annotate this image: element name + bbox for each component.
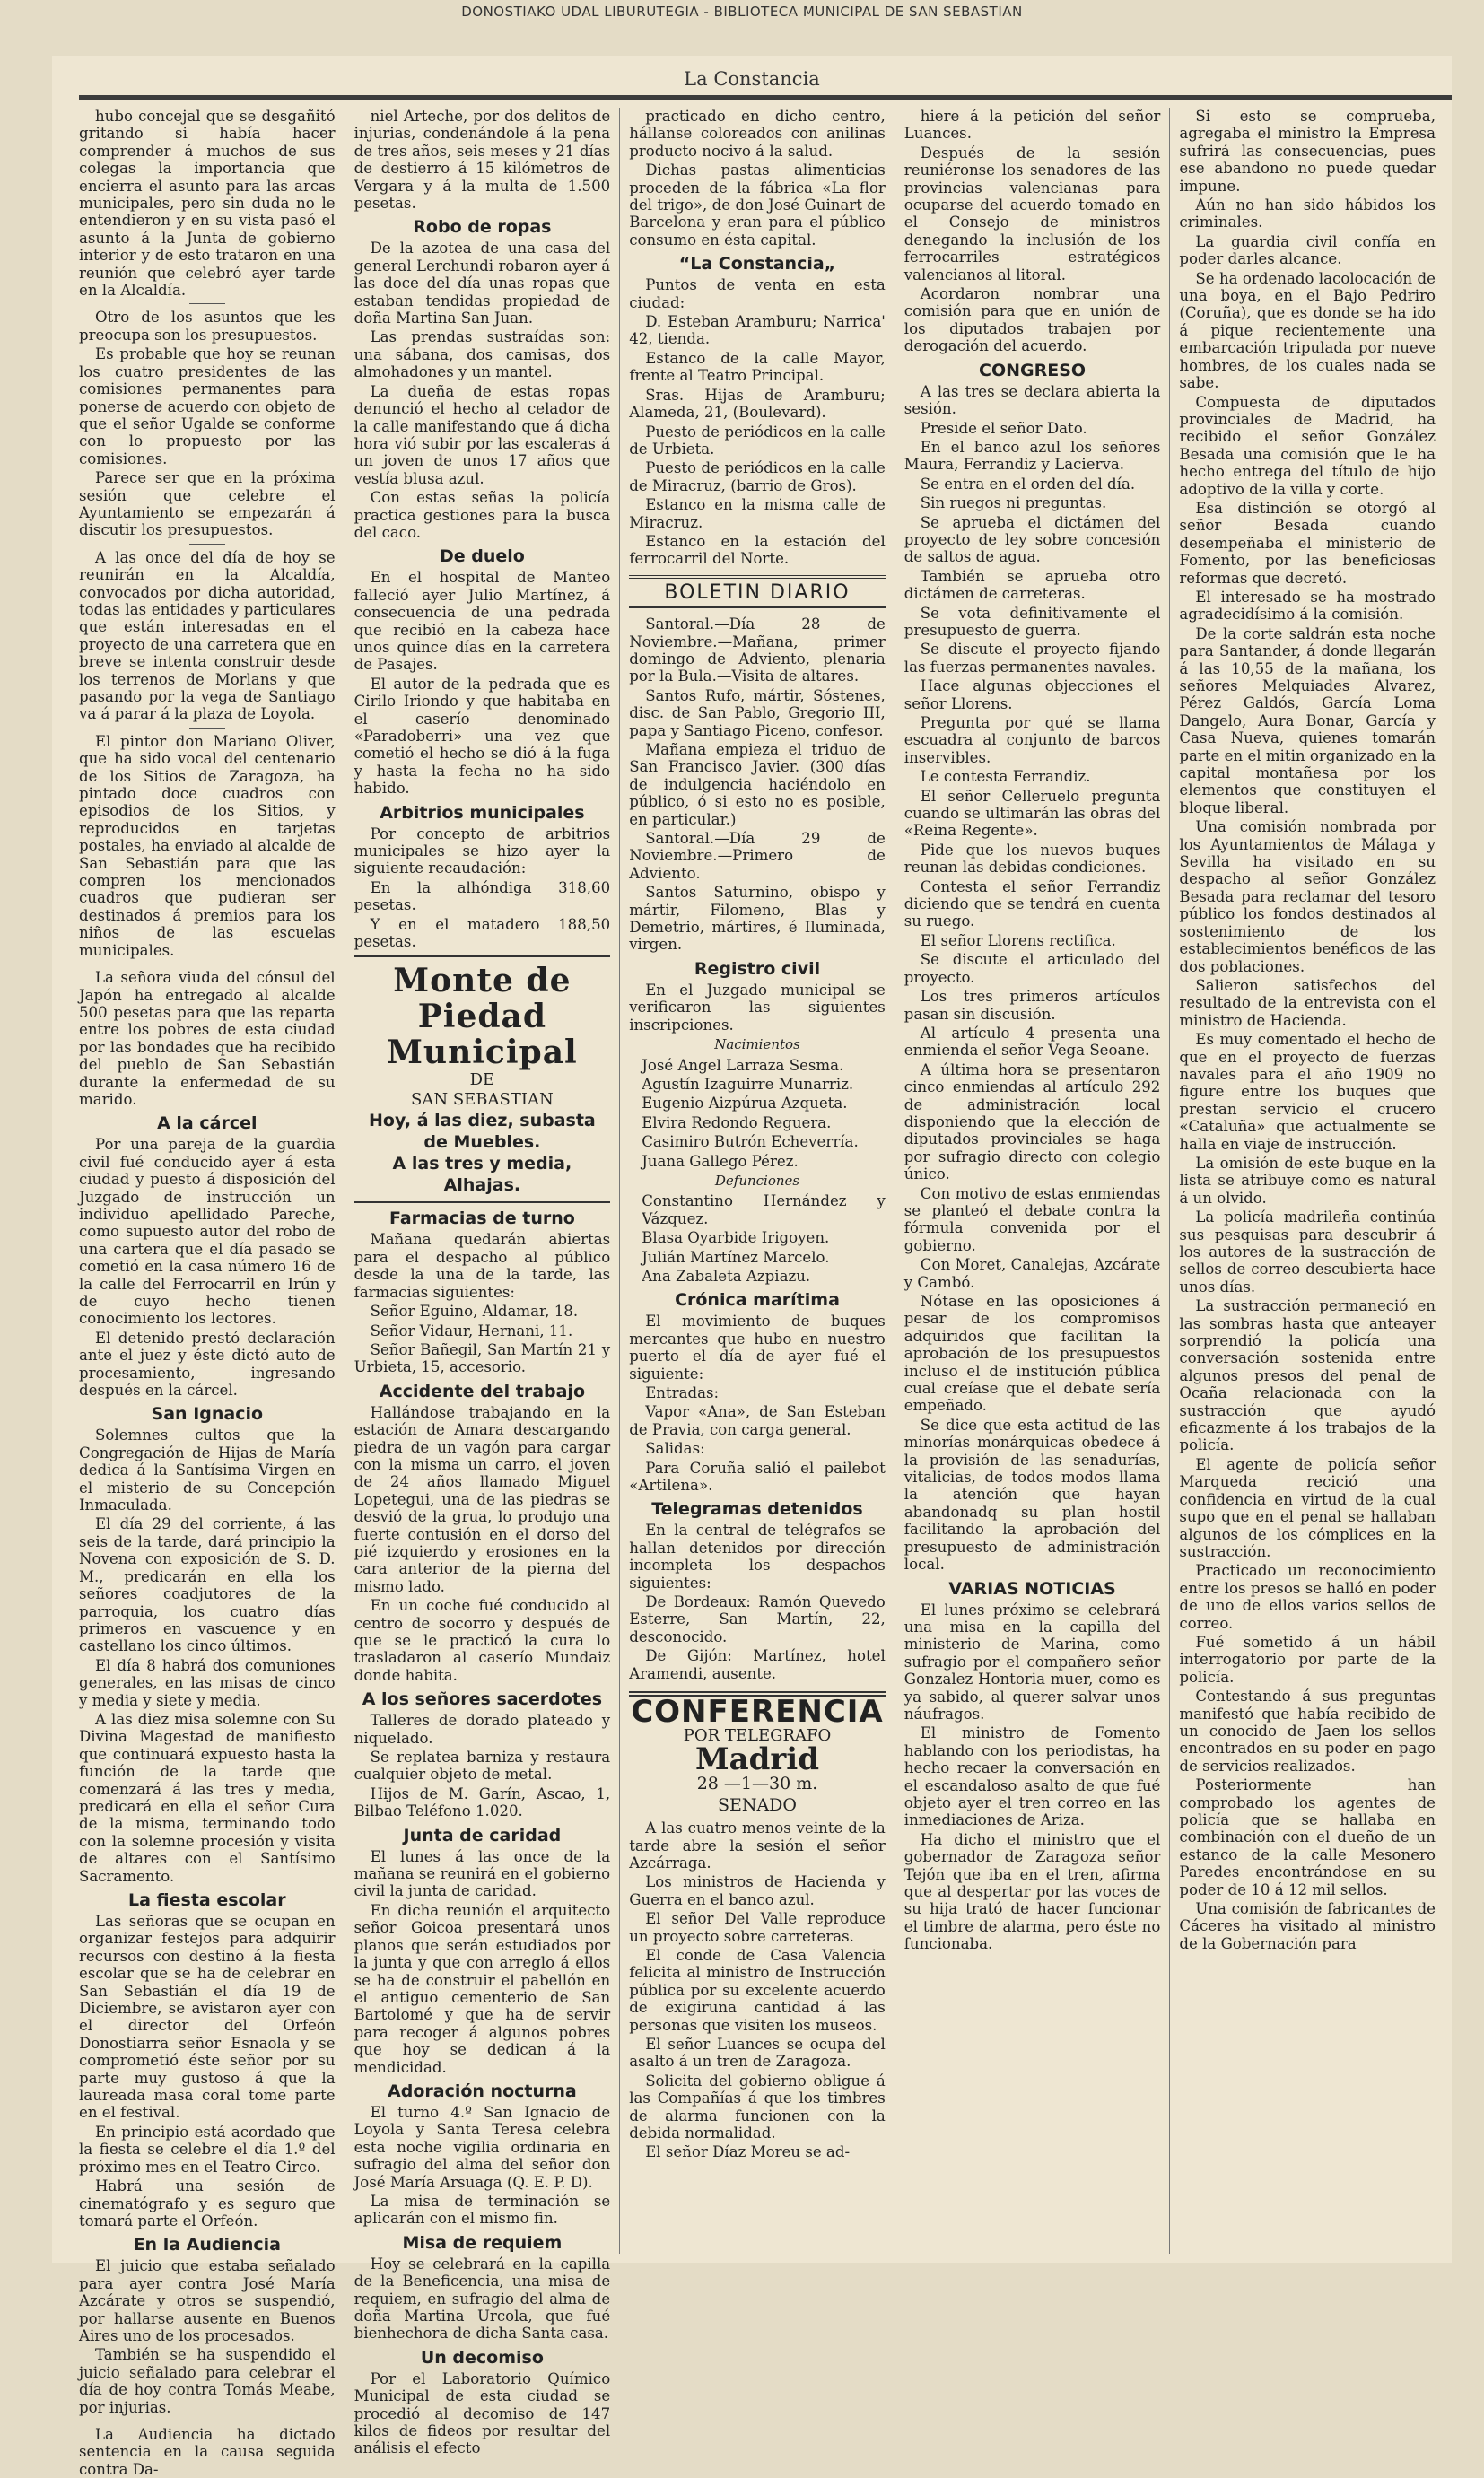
paragraph: Se discute el proyecto fijando las fuerzas permanentes navales. bbox=[903, 641, 1161, 676]
masthead: La Constancia bbox=[684, 68, 820, 90]
paragraph: En principio está acordado que la fiesta se celebre el día 1.º del próximo mes en el Teatro Circo. bbox=[79, 2123, 336, 2176]
paragraph: El lunes próximo se celebrará una misa en la capilla del ministerio de Marina, como sufragio por el compañero señor Gonzalez Hontoria muer, como es ya sabido, al querer salvar unos náufragos. bbox=[903, 1601, 1161, 1723]
paragraph: De la corte saldrán esta noche para Santander, á donde llegarán á las 10,55 de la mañana, los señores Melquiades Alvarez, Pérez Galdós, García Loma Dangelo, Aura Bonar, García y Casa Nueva, quienes tomarán parte en el mitin organizado en la capital montañesa por los elementos que constituyen el bloque liberal. bbox=[1179, 624, 1436, 816]
subheading: Nacimientos bbox=[714, 1036, 800, 1053]
paragraph: El agente de policía señor Marqueda recició una confidencia en virtud de la cual supo que en el penal se hallaban algunos de los cómplices en la sustracción. bbox=[1179, 1455, 1436, 1560]
separator bbox=[189, 728, 225, 729]
column-1 bbox=[79, 108, 345, 2478]
paragraph: Hace algunas objecciones el señor Llorens. bbox=[903, 677, 1161, 712]
paragraph: Preside el señor Dato. bbox=[920, 419, 1087, 437]
newspaper-page bbox=[52, 56, 1452, 2478]
paragraph: Por el Laboratorio Químico Municipal de esta ciudad se procedió al decomiso de 147 kilos de fideos por resultar del análisis el efecto bbox=[354, 2369, 611, 2457]
paragraph: Nótase en las oposiciones á pesar de los compromisos adquiridos que facilitan la aprobación de los presupuestos incluso el de institución pública cual creíase que el debate sería empeñado. bbox=[903, 1293, 1161, 1415]
list-item: José Angel Larraza Sesma. bbox=[642, 1056, 844, 1074]
section-heading: Adoración nocturna bbox=[388, 2081, 577, 2101]
paragraph: Sras. Hijas de Aramburu; Alameda, 21, (Boulevard). bbox=[629, 386, 886, 422]
ad-de: DE bbox=[469, 1070, 495, 1090]
paragraph: En la central de telégrafos se hallan detenidos por dirección incompleta los despachos siguientes: bbox=[629, 1522, 886, 1592]
paragraph: niel Arteche, por dos delitos de injurias, condenándole á la pena de tres años, seis meses y 21 días de destierro á 15 kilómetros de Vergara y á la multa de 1.500 pesetas. bbox=[354, 108, 611, 213]
boletin-diario-heading: BOLETIN DIARIO bbox=[629, 575, 886, 608]
paragraph: Una comisión de fabricantes de Cáceres ha visitado al ministro de la Gobernación para bbox=[1179, 1900, 1436, 1952]
paragraph: De la azotea de una casa del general Lerchundi robaron ayer á las doce del día unas ropas que estaban tendidas propiedad de doña Martina San Juan. bbox=[354, 240, 611, 327]
section-heading: En la Audiencia bbox=[133, 2235, 282, 2256]
paragraph: Con motivo de estas enmiendas se planteó el debate contra la fórmula convenida por el gobierno. bbox=[903, 1184, 1161, 1254]
paragraph: Se entra en el orden del día. bbox=[920, 475, 1136, 493]
ad-line: Hoy, á las diez, subasta de Muebles. bbox=[369, 1111, 596, 1153]
paragraph: Otro de los asuntos que les preocupa son los presupuestos. bbox=[79, 309, 336, 344]
paragraph: Sin ruegos ni preguntas. bbox=[920, 494, 1107, 512]
paragraph: Hoy se celebrará en la capilla de la Beneficencia, una misa de requiem, en sufragio del alma de doña Martina Urcola, que fué bienhechora de dicha Santa casa. bbox=[354, 2255, 611, 2343]
paragraph: Con estas señas la policía practica gestiones para la busca del caco. bbox=[354, 489, 611, 541]
paragraph: Santos Saturnino, obispo y mártir, Filomeno, Blas y Demetrio, mártires, é Iluminada, virgen. bbox=[629, 884, 886, 954]
monte-de-piedad-ad bbox=[354, 955, 611, 1203]
paragraph: Le contesta Ferrandiz. bbox=[920, 768, 1091, 786]
section-heading: A la cárcel bbox=[157, 1113, 258, 1134]
separator bbox=[189, 544, 225, 545]
list-item: Casimiro Butrón Echeverría. bbox=[642, 1133, 859, 1151]
paragraph: Se vota definitivamente el presupuesto de guerra. bbox=[903, 604, 1161, 639]
section-heading: La fiesta escolar bbox=[128, 1890, 286, 1910]
paragraph: La Audiencia ha dictado sentencia en la causa seguida contra Da- bbox=[79, 2425, 336, 2478]
paragraph: Practicado un reconocimiento entre los presos se halló en poder de uno de ellos varios sellos de correo. bbox=[1179, 1562, 1436, 1632]
paragraph: De Gijón: Martínez, hotel Aramendi, ausente. bbox=[629, 1647, 886, 1682]
paragraph: Estanco de la calle Mayor, frente al Teatro Principal. bbox=[629, 349, 886, 385]
list-item: Elvira Redondo Reguera. bbox=[642, 1113, 832, 1131]
paragraph: A las diez misa solemne con Su Divina Magestad de manifiesto que continuará expuesto hasta la función de la tarde que comenzará á las tres y media, predicará en ella el señor Cura de la misma, terminando todo con la solemne procesión y visita de altares con el Santísimo Sacramento. bbox=[79, 1710, 336, 1885]
paragraph: Hijos de M. Garín, Ascao, 1, Bilbao Teléfono 1.020. bbox=[354, 1784, 611, 1820]
paragraph: Es muy comentado el hecho de que en el proyecto de fuerzas navales para el año 1909 no figure entre los buques que prestan servicio el crucero «Cataluña» que actualmente se halla en viaje de instrucción. bbox=[1179, 1031, 1436, 1153]
paragraph: Dichas pastas alimenticias proceden de la fábrica «La flor del trigo», de don José Guinart de Barcelona y eran para el público consumo en ésta capital. bbox=[629, 161, 886, 249]
ad-title: Monte de Piedad Municipal bbox=[387, 962, 578, 1072]
paragraph: Solicita del gobierno obligue á las Compañías á que los timbres de alarma funcionen con la debida normalidad. bbox=[629, 2072, 886, 2142]
column-2 bbox=[345, 108, 620, 2457]
paragraph: Señor Bañegil, San Martín 21 y Urbieta, 15, accesorio. bbox=[354, 1340, 611, 1376]
paragraph: Talleres de dorado plateado y niquelado. bbox=[354, 1712, 611, 1747]
paragraph: El pintor don Mariano Oliver, que ha sido vocal del centenario de los Sitios de Zaragoza, ha pintado doce cuadros con episodios de los Sitios, y reproducidos en tarjetas postales, ha enviado al alcalde de San Sebastián para que las compren los mencionados cuadros que pudieran ser destinados á premios para los niños de las escuelas municipales. bbox=[79, 732, 336, 959]
conferencia-title: CONFERENCIA bbox=[631, 1694, 884, 1731]
paragraph: La omisión de este buque en la lista se atribuye como es natural á un olvido. bbox=[1179, 1154, 1436, 1207]
section-heading: A los señores sacerdotes bbox=[362, 1689, 603, 1710]
paragraph: Por una pareja de la guardia civil fué conducido ayer á esta ciudad y puesto á disposición del Juzgado de instrucción un individuo apellidado Pareche, como supuesto autor del robo de una cartera que el día pasado se cometió en la casa número 16 de la calle del Ferrocarril en Irún y de cuyo hecho tienen conocimiento los lectores. bbox=[79, 1136, 336, 1328]
section-heading: Telegramas detenidos bbox=[651, 1499, 863, 1520]
paragraph: Es probable que hoy se reunan los cuatro presidentes de las comisiones permanentes para ponerse de acuerdo con objeto de que el señor Ugalde se conforme con lo propuesto por las comisiones. bbox=[79, 345, 336, 467]
paragraph: Una comisión nombrada por los Ayuntamientos de Málaga y Sevilla ha visitado en su despacho al señor González Besada para reclamar del tesoro público los fondos destinados al sostenimiento de los establecimientos benéficos de las dos poblaciones. bbox=[1179, 818, 1436, 975]
paragraph: A última hora se presentaron cinco enmiendas al artículo 292 de administración local disponiendo que la elección de diputados provinciales se haga por sufragio directo con colegio único. bbox=[903, 1060, 1161, 1183]
paragraph: Con Moret, Canalejas, Azcárate y Cambó. bbox=[903, 1256, 1161, 1291]
section-heading: Crónica marítima bbox=[675, 1290, 840, 1311]
paragraph: hiere á la petición del señor Luances. bbox=[903, 108, 1161, 143]
paragraph: Puesto de periódicos en la calle de Urbieta. bbox=[629, 423, 886, 458]
paragraph: Señor Eguino, Aldamar, 18. bbox=[370, 1303, 579, 1321]
list-item: Julián Martínez Marcelo. bbox=[642, 1248, 830, 1266]
paragraph: Salieron satisfechos del resultado de la entrevista con el ministro de Hacienda. bbox=[1179, 976, 1436, 1029]
section-heading: Junta de caridad bbox=[403, 1825, 562, 1845]
paragraph: Entradas: bbox=[645, 1384, 720, 1401]
paragraph: En el hospital de Manteo falleció ayer Julio Martínez, á consecuencia de una pedrada que recibió en la cabeza hace unos quince días en la carretera de Pasajes. bbox=[354, 569, 611, 674]
paragraph: Se aprueba el dictámen del proyecto de ley sobre concesión de saltos de agua. bbox=[903, 513, 1161, 566]
paragraph: Se discute el articulado del proyecto. bbox=[903, 951, 1161, 986]
births-list bbox=[629, 1057, 886, 1170]
paragraph: Si esto se comprueba, agregaba el ministro la Empresa sufrirá las consecuencias, pues ese abandono no puede quedar impune. bbox=[1179, 108, 1436, 195]
paragraph: Los ministros de Hacienda y Guerra en el banco azul. bbox=[629, 1873, 886, 1908]
paragraph: Salidas: bbox=[645, 1440, 705, 1458]
paragraph: Pide que los nuevos buques reunan las debidas condiciones. bbox=[903, 841, 1161, 877]
paragraph: Señor Vidaur, Hernani, 11. bbox=[370, 1322, 573, 1339]
paragraph: En el banco azul los señores Maura, Ferrandiz y Lacierva. bbox=[903, 438, 1161, 474]
paragraph: D. Esteban Aramburu; Narrica' 42, tienda. bbox=[629, 313, 886, 348]
paragraph: El señor Díaz Moreu se ad- bbox=[645, 2143, 851, 2161]
paragraph: Fué sometido á un hábil interrogatorio por parte de la policía. bbox=[1179, 1633, 1436, 1686]
deaths-list bbox=[629, 1192, 886, 1285]
paragraph: La policía madrileña continúa sus pesquisas para descubrir á los autores de la sustracción de sellos de correo descubierta hace unos días. bbox=[1179, 1208, 1436, 1296]
paragraph: Esa distinción se otorgó al señor Besada cuando desempeñaba el ministerio de Fomento, por las beneficiosas reformas que decretó. bbox=[1179, 499, 1436, 587]
paragraph: Aún no han sido hábidos los criminales. bbox=[1179, 196, 1436, 231]
separator bbox=[189, 303, 225, 304]
paragraph: Por concepto de arbitrios municipales se hizo ayer la siguiente recaudación: bbox=[354, 825, 611, 877]
paragraph: El autor de la pedrada que es Cirilo Iriondo y que habitaba en el caserío denominado «Paradoberri» una vez que cometió el hecho se dió á la fuga y hasta la fecha no ha sido habido. bbox=[354, 675, 611, 798]
paragraph: Acordaron nombrar una comisión para que en unión de los diputados trabajen por derogación del acuerdo. bbox=[903, 285, 1161, 355]
paragraph: Las prendas sustraídas son: una sábana, dos camisas, dos almohadones y un mantel. bbox=[354, 328, 611, 381]
paragraph: El movimiento de buques mercantes que hubo en nuestro puerto el día de ayer fué el siguiente: bbox=[629, 1313, 886, 1383]
paragraph: El lunes á las once de la mañana se reunirá en el gobierno civil la junta de caridad. bbox=[354, 1847, 611, 1900]
paragraph: En la alhóndiga 318,60 pesetas. bbox=[354, 878, 611, 914]
paragraph: El señor Llorens rectifica. bbox=[920, 931, 1116, 949]
paragraph: Mañana quedarán abiertas para el despacho al público desde la una de la tarde, las farmacias siguientes: bbox=[354, 1231, 611, 1301]
paragraph: Pregunta por qué se llama escuadra al conjunto de barcos inservibles. bbox=[903, 714, 1161, 766]
paragraph: Compuesta de diputados provinciales de Madrid, ha recibido el señor González Besada una comisión que le ha hecho entrega del título de hijo adoptivo de la villa y corte. bbox=[1179, 393, 1436, 498]
paragraph: El ministro de Fomento hablando con los periodistas, ha hecho recaer la conversación en el escandaloso asalto de que fué objeto ayer el tren correo en las inmediaciones de Ariza. bbox=[903, 1724, 1161, 1829]
paragraph: Mañana empieza el triduo de San Francisco Javier. (300 días de indulgencia haciéndolo en público, ó si esto no es posible, en particular.) bbox=[629, 741, 886, 828]
list-item: Agustín Izaguirre Munarriz. bbox=[642, 1075, 854, 1093]
column-4 bbox=[895, 108, 1170, 2254]
paragraph: Después de la sesión reuniéronse los senadores de las provincias valencianas para ocuparse del acuerdo tomado en el Consejo de ministros denegando la inclusión de los ferrocarriles estratégicos valencianos al litoral. bbox=[903, 144, 1161, 284]
paragraph: Al artículo 4 presenta una enmienda el señor Vega Seoane. bbox=[903, 1024, 1161, 1060]
paragraph: Las señoras que se ocupan en organizar festejos para adquirir recursos con destino á la fiesta escolar que se ha de celebrar en San Sebastián el día 19 de Diciembre, se avistaron ayer con el director del Orfeón Donostiarra señor Esnaola y se comprometió éste señor por su parte muy gustoso á que la laureada masa coral tome parte en el festival. bbox=[79, 1913, 336, 2122]
paragraph: La guardia civil confía en poder darles alcance. bbox=[1179, 232, 1436, 268]
column-3 bbox=[619, 108, 895, 2254]
paragraph: A las tres se declara abierta la sesión. bbox=[903, 382, 1161, 418]
columns bbox=[79, 108, 1445, 2478]
section-heading: Farmacias de turno bbox=[388, 1208, 575, 1229]
section-heading: “La Constancia„ bbox=[678, 254, 836, 275]
ad-line: A las tres y media, Alhajas. bbox=[392, 1154, 572, 1196]
paragraph: También se ha suspendido el juicio señalado para celebrar el día de hoy contra Tomás Meabe, por injurias. bbox=[79, 2346, 336, 2416]
paragraph: Santoral.—Día 28 de Noviembre.—Mañana, primer domingo de Adviento, plenaria por la Bula.—Visita de altares. bbox=[629, 615, 886, 685]
list-item: Ana Zabaleta Azpiazu. bbox=[642, 1267, 811, 1285]
conferencia-date: 28 —1—30 m. bbox=[696, 1774, 818, 1794]
paragraph: Vapor «Ana», de San Esteban de Pravia, con carga general. bbox=[629, 1403, 886, 1438]
paragraph: Parece ser que en la próxima sesión que celebre el Ayuntamiento se empezarán á discutir los presupuestos. bbox=[79, 469, 336, 539]
list-item: Juana Gallego Pérez. bbox=[642, 1152, 799, 1170]
section-heading: Registro civil bbox=[694, 958, 821, 979]
list-item: Blasa Oyarbide Irigoyen. bbox=[642, 1229, 830, 1247]
paragraph: Se replatea barniza y restaura cualquier objeto de metal. bbox=[354, 1749, 611, 1784]
section-heading: CONGRESO bbox=[979, 360, 1087, 380]
paragraph: Ha dicho el ministro que el gobernador de Zaragoza señor Tejón que iba en el tren, afirma que al despertar por las voces de su hija trató de hacer funcionar el timbre de alarma, pero éste no funcionaba. bbox=[903, 1830, 1161, 1953]
paragraph: Puesto de periódicos en la calle de Miracruz, (barrio de Gros). bbox=[629, 459, 886, 494]
paragraph: Solemnes cultos que la Congregación de Hijas de María dedica á la Santísima Virgen en el misterio de su Concepción Inmaculada. bbox=[79, 1427, 336, 1514]
header-rule bbox=[79, 95, 1452, 100]
paragraph: La dueña de estas ropas denunció el hecho al celador de la calle manifestando que á dicha hora vió subir por las escaleras á un joven de unos 17 años que vestía blusa azul. bbox=[354, 382, 611, 487]
paragraph: El día 29 del corriente, á las seis de la tarde, dará principio la Novena con exposición de S. D. M., predicarán en ella los señores coadjutores de la parroquia, los cuatro días primeros en vascuence y en castellano los cinco últimos. bbox=[79, 1515, 336, 1655]
paragraph: El juicio que estaba señalado para ayer contra José María Azcárate y otros se suspendió, por hallarse ausente en Buenos Aires uno de los procesados. bbox=[79, 2257, 336, 2344]
paragraph: El señor Luances se ocupa del asalto á un tren de Zaragoza. bbox=[629, 2036, 886, 2071]
paragraph: De Bordeaux: Ramón Quevedo Esterre, San Martín, 22, desconocido. bbox=[629, 1593, 886, 1645]
section-heading: Arbitrios municipales bbox=[380, 802, 585, 823]
senado-heading: SENADO bbox=[717, 1794, 797, 1815]
paragraph: A las cuatro menos veinte de la tarde abre la sesión el señor Azcárraga. bbox=[629, 1819, 886, 1872]
paragraph: Para Coruña salió el pailebot «Artilena». bbox=[629, 1459, 886, 1495]
paragraph: Puntos de venta en esta ciudad: bbox=[629, 276, 886, 311]
paragraph: También se aprueba otro dictámen de carreteras. bbox=[903, 567, 1161, 603]
section-heading: De duelo bbox=[439, 546, 525, 567]
ad-city: SAN SEBASTIAN bbox=[411, 1090, 554, 1110]
section-heading: San Ignacio bbox=[151, 1404, 264, 1425]
list-item: Constantino Hernández y Vázquez. bbox=[642, 1192, 886, 1227]
paragraph: El señor Celleruelo pregunta cuando se ultimarán las obras del «Reina Regente». bbox=[903, 787, 1161, 840]
section-heading: Misa de requiem bbox=[402, 2232, 563, 2253]
paragraph: practicado en dicho centro, hállanse coloreados con anilinas producto nocivo á la salud. bbox=[629, 108, 886, 160]
library-watermark: DONOSTIAKO UDAL LIBURUTEGIA - BIBLIOTECA MUNICIPAL DE SAN SEBASTIAN bbox=[461, 4, 1023, 20]
paragraph: Contestando á sus preguntas manifestó que había recibido de un conocido de Jaen los sellos encontrados en su poder en pago de servicios realizados. bbox=[1179, 1688, 1436, 1775]
paragraph: En un coche fué conducido al centro de socorro y después de que se le practicó la cura lo trasladaron al caserío Mundaiz donde habita. bbox=[354, 1597, 611, 1684]
subheading: Defunciones bbox=[714, 1172, 800, 1189]
paragraph: A las once del día de hoy se reunirán en la Alcaldía, convocados por dicha autoridad, todas las entidades y particulares que están interesadas en el proyecto de una carretera que en breve se intenta construir desde los terrenos de Morlans y que pasando por la vega de Santiago va á parar á la plaza de Loyola. bbox=[79, 548, 336, 723]
paragraph: Hallándose trabajando en la estación de Amara descargando piedra de un vagón para cargar con la misma un carro, el joven de 24 años llamado Miguel Lopetegui, una de las piedras se desvió de la grua, lo produjo una fuerte contusión en el dorso del pié izquierdo y erosiones en la cara anterior de la pierna del mismo lado. bbox=[354, 1403, 611, 1595]
paragraph: En dicha reunión el arquitecto señor Goicoa presentará unos planos que serán estudiados por la junta y que con arreglo á ellos se ha de construir el pabellón en el antiguo cementerio de San Bartolomé y que ha de servir para recoger á algunos pobres que hoy se dedican á la mendicidad. bbox=[354, 1901, 611, 2076]
column-5 bbox=[1169, 108, 1445, 2254]
paragraph: En el Juzgado municipal se verificaron las siguientes inscripciones. bbox=[629, 981, 886, 1034]
paragraph: El señor Del Valle reproduce un proyecto sobre carreteras. bbox=[629, 1910, 886, 1945]
paragraph: Estanco en la estación del ferrocarril del Norte. bbox=[629, 532, 886, 568]
paragraph: El detenido prestó declaración ante el juez y éste dictó auto de procesamiento, ingresando después en la cárcel. bbox=[79, 1329, 336, 1400]
paragraph: Se ha ordenado lacolocación de una boya, en el Bajo Pedriro (Coruña), que es donde se ha ido á pique recientemente una embarcación tripulada por nueve hombres, de los cuales nada se sabe. bbox=[1179, 269, 1436, 392]
paragraph: Los tres primeros artículos pasan sin discusión. bbox=[903, 988, 1161, 1023]
paragraph: Posteriormente han comprobado los agentes de policía que se hallaba en combinación con el dueño de un estanco de la calle Mesonero Paredes encontrándose en su poder de 10 á 12 mil sellos. bbox=[1179, 1776, 1436, 1898]
paragraph: El interesado se ha mostrado agradecidísimo á la comisión. bbox=[1179, 588, 1436, 624]
paragraph: Estanco en la misma calle de Miracruz. bbox=[629, 496, 886, 531]
paragraph: Santoral.—Día 29 de Noviembre.—Primero de Adviento. bbox=[629, 830, 886, 882]
section-heading: Accidente del trabajo bbox=[379, 1381, 585, 1401]
paragraph: El día 8 habrá dos comuniones generales, en las misas de cinco y media y siete y media. bbox=[79, 1656, 336, 1709]
paragraph: Se dice que esta actitud de las minorías monárquicas obedece á la provisión de las senadurías, vitalicias, de todos modos llama la atención que hayan abandonadq su plan hostil facilitando la aprobación del presupuesto de administración local. bbox=[903, 1416, 1161, 1574]
paragraph: La sustracción permaneció en las sombras hasta que anteayer sorprendió la policía una conversación sostenida entre algunos presos del penal de Ocaña relacionada con la sustracción que ayudó eficazmente á los trabajos de la policía. bbox=[1179, 1297, 1436, 1454]
paragraph: Habrá una sesión de cinematógrafo y es seguro que tomará parte el Orfeón. bbox=[79, 2177, 336, 2229]
section-heading: Robo de ropas bbox=[413, 217, 552, 238]
paragraph: El conde de Casa Valencia felicita al ministro de Instrucción pública por su excelente acuerdo de exigiruna cantidad á las personas que visiten los museos. bbox=[629, 1946, 886, 2034]
conferencia-block bbox=[629, 1691, 886, 1814]
section-heading: VARIAS NOTICIAS bbox=[948, 1578, 1116, 1599]
conferencia-city: Madrid bbox=[694, 1741, 819, 1777]
paragraph: Y en el matadero 188,50 pesetas. bbox=[354, 915, 611, 951]
paragraph: Santos Rufo, mártir, Sóstenes, disc. de San Pablo, Gregorio III, papa y Santiago Piceno, confesor. bbox=[629, 686, 886, 739]
list-item: Eugenio Aizpúrua Azqueta. bbox=[642, 1095, 848, 1112]
section-heading: Un decomiso bbox=[420, 2347, 544, 2368]
paragraph: El turno 4.º San Ignacio de Loyola y Santa Teresa celebra esta noche vigilia ordinaria en sufragio del alma del señor don José María Arsuaga (Q. E. P. D). bbox=[354, 2103, 611, 2191]
paragraph: La señora viuda del cónsul del Japón ha entregado al alcalde 500 pesetas para que las reparta entre los pobres de esta ciudad por las bondades que ha recibido del pueblo de San Sebastián durante la enfermedad de su marido. bbox=[79, 969, 336, 1108]
paragraph: Contesta el señor Ferrandiz diciendo que se tendrá en cuenta su ruego. bbox=[903, 877, 1161, 930]
paragraph: La misa de terminación se aplicarán con el mismo fin. bbox=[354, 2192, 611, 2228]
conferencia-subtitle: POR TELEGRAFO bbox=[683, 1725, 832, 1745]
paragraph: hubo concejal que se desgañitó gritando si había hacer comprender á muchos de sus colegas la importancia que encierra el asunto para las arcas municipales, pero sin duda no le entendieron y en su vista pasó el asunto á la Junta de gobierno interior y de esto trataron en una reunión que celebró ayer tarde en la Alcaldía. bbox=[79, 108, 336, 300]
